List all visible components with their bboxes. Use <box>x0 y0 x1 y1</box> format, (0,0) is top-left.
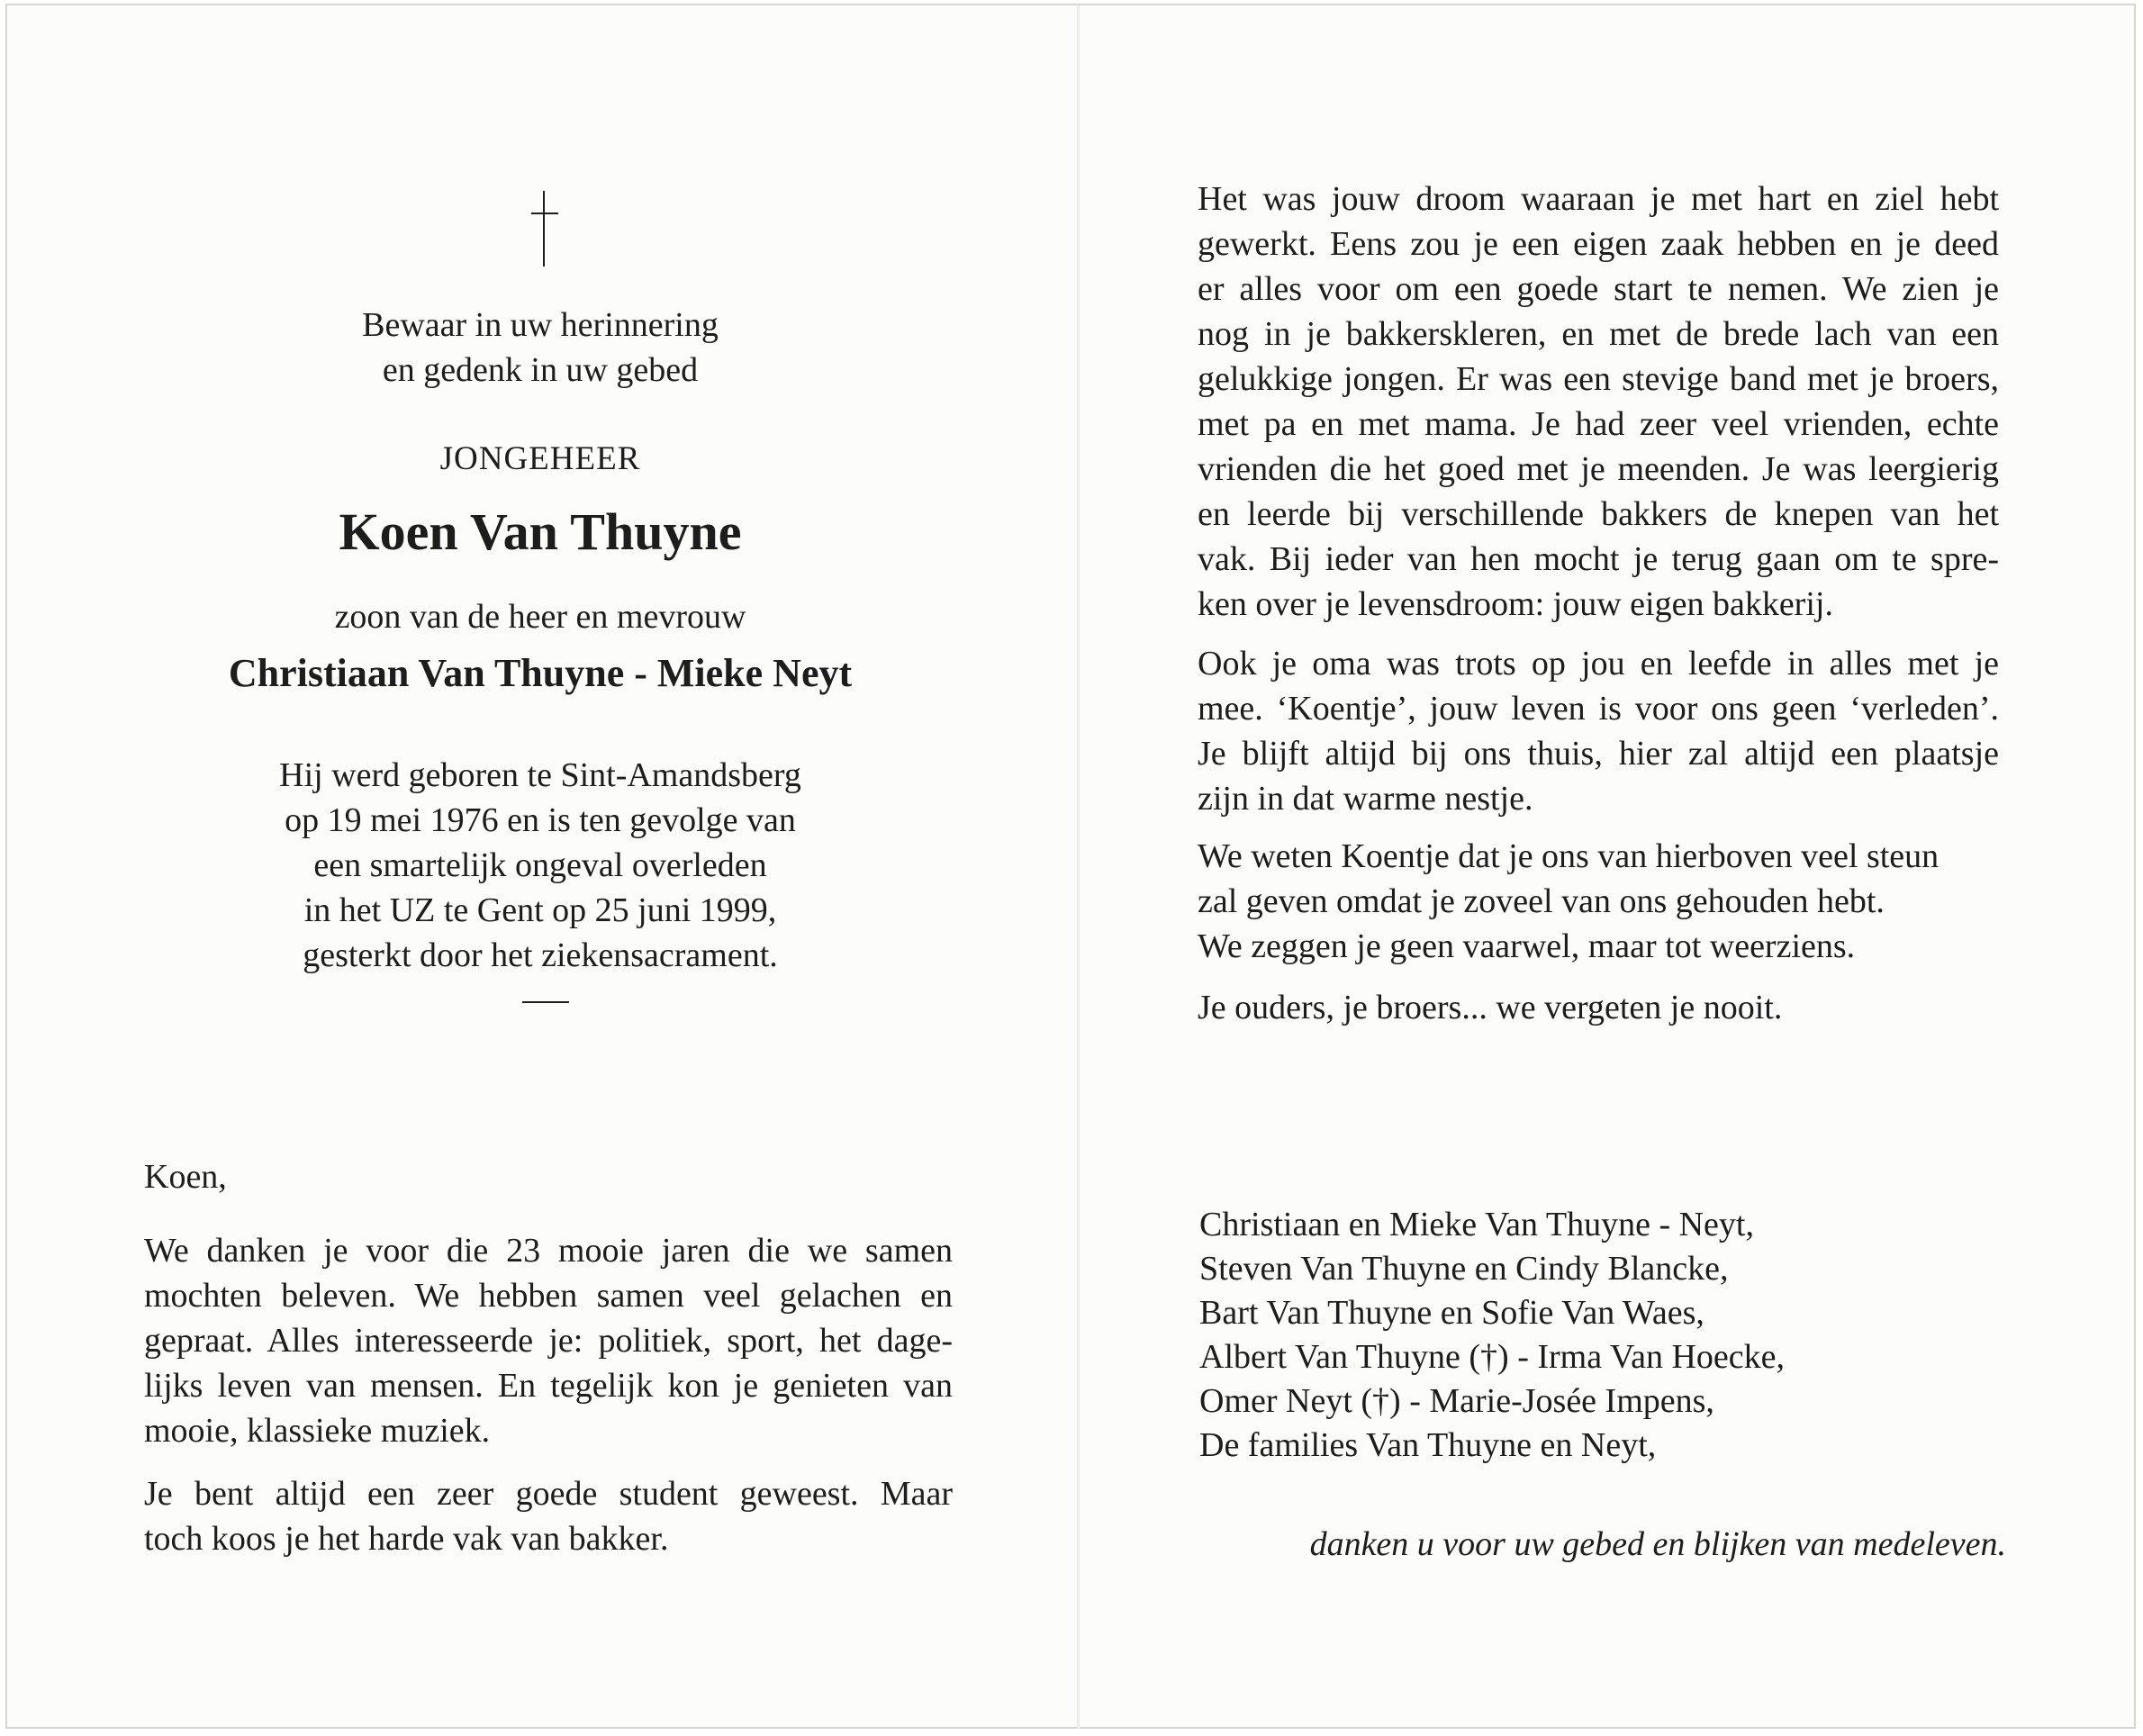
ouders-text: Je ouders, je broers... we vergeten je nooit. <box>1198 989 1783 1026</box>
deceased-name: Koen Van Thuyne <box>339 502 742 561</box>
oma-paragraph <box>1198 641 1999 821</box>
paragraph-line: Je bent altijd een zeer goede student geweest. Maar <box>144 1475 953 1513</box>
paragraph-line: zijn in dat warme nestje. <box>1198 780 1533 818</box>
family-line: Omer Neyt (†) - Marie-Josée Impens, <box>1199 1382 1714 1420</box>
greeting <box>144 1154 227 1199</box>
dream-paragraph <box>1198 176 1999 627</box>
honorific: JONGEHEER <box>439 440 641 477</box>
parents-names: Christiaan Van Thuyne - Mieke Neyt <box>228 651 853 695</box>
paragraph-line: We zeggen je geen vaarwel, maar tot weerziens. <box>1198 927 1856 965</box>
paragraph-line: gepraat. Alles interesseerde je: politiek, sport, het dage- <box>144 1322 953 1360</box>
paragraph-line: We weten Koentje dat je ons van hierboven veel steun <box>1198 837 1940 875</box>
family-line: Steven Van Thuyne en Cindy Blancke, <box>1199 1250 1729 1288</box>
greeting-text: Koen, <box>144 1158 227 1196</box>
ouders-line <box>1198 985 1782 1030</box>
paragraph-line: zal geven omdat je zoveel van ons gehouden hebt. <box>1198 882 1885 920</box>
biography-line: een smartelijk ongeval overleden <box>313 846 767 884</box>
paragraph-line: gewerkt. Eens zou je een eigen zaak hebben en je deed <box>1198 225 1999 263</box>
paragraph-line: We danken je voor die 23 mooie jaren die we samen <box>144 1232 953 1270</box>
paragraph-line: Ook je oma was trots op jou en leefde in alles met je <box>1198 645 1999 683</box>
biography-line: Hij werd geboren te Sint-Amandsberg <box>279 756 801 794</box>
student-paragraph <box>144 1471 953 1561</box>
paragraph-line: vak. Bij ieder van hen mocht je terug gaan om te spre- <box>1198 540 1999 578</box>
paragraph-line: met pa en met mama. Je had zeer veel vrienden, echte <box>1198 405 1999 443</box>
closing-line: danken u voor uw gebed en blijken van medeleven. <box>1309 1525 2006 1563</box>
paragraph-line: mochten beleven. We hebben samen veel gelachen en <box>144 1277 953 1315</box>
paragraph-line: lijks leven van mensen. En tegelijk kon je genieten van <box>144 1367 953 1405</box>
biography-line: in het UZ te Gent op 25 juni 1999, <box>303 891 777 929</box>
family-line: Albert Van Thuyne (†) - Irma Van Hoecke, <box>1199 1338 1786 1376</box>
family-line: Bart Van Thuyne en Sofie Van Waes, <box>1199 1294 1704 1332</box>
paragraph-line: Het was jouw droom waaraan je met hart en ziel hebt <box>1198 180 1999 218</box>
family-line: Christiaan en Mieke Van Thuyne - Neyt, <box>1199 1206 1754 1243</box>
biography <box>144 753 936 978</box>
paragraph-line: Je blijft altijd bij ons thuis, hier zal altijd een plaatsje <box>1198 735 1999 773</box>
paragraph-line: mooie, klassieke muziek. <box>144 1412 491 1450</box>
family-list <box>1199 1203 1785 1468</box>
thanks-paragraph <box>144 1228 953 1453</box>
intro-line: en gedenk in uw gebed <box>382 351 699 389</box>
paragraph-line: en leerde bij verschillende bakkers de knepen van het <box>1198 495 1999 533</box>
paragraph-line: vrienden die het goed met je meenden. Je was leergierig <box>1198 450 1999 488</box>
intro-line: Bewaar in uw herinnering <box>362 306 719 344</box>
son-of-text: zoon van de heer en mevrouw <box>334 598 746 636</box>
paragraph-line: gelukkige jongen. Er was een stevige band met je broers, <box>1198 360 1999 398</box>
paragraph-line: mee. ‘Koentje’, jouw leven is voor ons geen ‘verleden’. <box>1198 690 1999 728</box>
paragraph-line: er alles voor om een goede start te nemen. We zien je <box>1198 270 1999 308</box>
son-of-line <box>144 594 936 639</box>
biography-line: gesterkt door het ziekensacrament. <box>303 936 778 974</box>
weten-paragraph <box>1198 834 1999 969</box>
paragraph-line: toch koos je het harde vak van bakker. <box>144 1520 669 1558</box>
biography-line: op 19 mei 1976 en is ten gevolge van <box>285 801 796 839</box>
paragraph-line: nog in je bakkerskleren, en met de brede lach van een <box>1198 315 1999 353</box>
separator-dash <box>522 1001 569 1003</box>
paragraph-line: ken over je levensdroom: jouw eigen bakkerij. <box>1198 585 1833 623</box>
left-page <box>0 0 1072 1729</box>
card-fold <box>1077 5 1080 1729</box>
family-line: De families Van Thuyne en Neyt, <box>1199 1426 1657 1464</box>
intro-text <box>144 303 936 393</box>
cross-icon <box>531 191 558 267</box>
